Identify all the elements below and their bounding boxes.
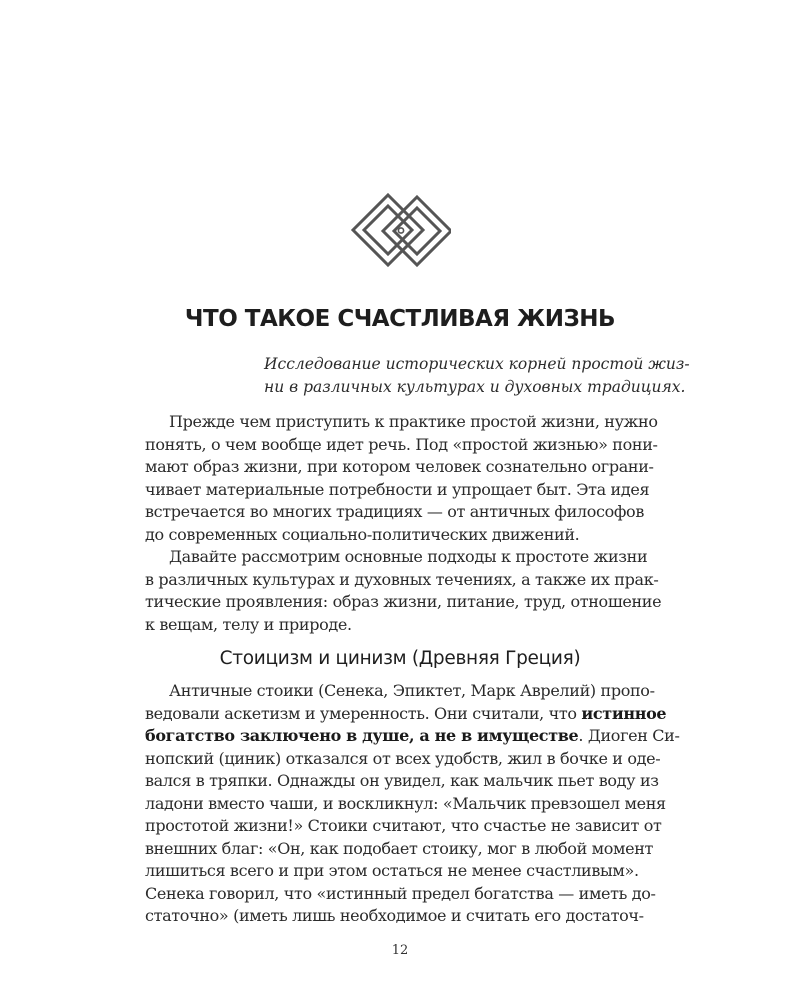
interlocked-diamonds-icon [351,192,451,272]
text-line: ладони вместо чаши, и воскликнул: «Мальчик превзошел меня [145,793,666,813]
text-span: ведовали аскетизм и умеренность. Они считали, что [145,703,582,723]
text-line: понять, о чем вообще идет речь. Под «простой жизнью» пони- [145,434,658,454]
chapter-title: ЧТО ТАКОЕ СЧАСТЛИВАЯ ЖИЗНЬ [184,306,616,332]
text-line: Античные стоики (Сенека, Эпиктет, Марк Аврелий) пропо- [169,681,655,700]
page-number: 12 [391,943,409,958]
text-line: в различных культурах и духовных течениях, а также их прак- [145,569,659,589]
text-line [145,703,667,726]
bold-text: истинное [581,703,667,723]
epigraph-line: Исследование исторических корней простой жиз- [264,355,690,373]
text-line: Прежде чем приступить к практике простой жизни, нужно [169,412,658,431]
text-span: . Диоген Си- [578,726,680,745]
text-line: встречается во многих традициях — от античных философов [145,502,644,521]
text-line: до современных социально-политических движений. [145,524,580,544]
text-line: нопский (циник) отказался от всех удобств, жил в бочке и оде- [145,748,661,768]
intro-paragraphs [145,411,662,636]
text-line: статочно» (иметь лишь необходимое и считать его достаточ- [145,906,644,925]
text-line: простотой жизни!» Стоики считают, что счастье не зависит от [145,816,662,835]
text-line: мают образ жизни, при котором человек сознательно ограни- [145,457,654,476]
text-line: чивает материальные потребности и упрощает быт. Эта идея [145,479,650,499]
text-line: к вещам, телу и природе. [145,614,352,634]
text-line: вался в тряпки. Однажды он увидел, как мальчик пьет воду из [145,771,659,790]
text-line [145,725,680,748]
epigraph-line: ни в различных культурах и духовных традициях. [264,378,686,396]
text-line: лишиться всего и при этом остаться не менее счастливым». [145,861,639,880]
text-line: внешних благ: «Он, как подобает стоику, мог в любой момент [145,838,654,858]
epigraph [264,353,690,399]
bold-text: богатство заключено в душе, а не в имуществе [145,726,579,745]
text-line: Сенека говорил, что «истинный предел богатства — иметь до- [145,883,656,903]
text-line: Давайте рассмотрим основные подходы к простоте жизни [169,547,648,566]
text-line: тические проявления: образ жизни, питание, труд, отношение [145,592,662,611]
section-heading: Стоицизм и цинизм (Древняя Греция) [219,648,581,669]
stoics-paragraph [145,680,680,928]
